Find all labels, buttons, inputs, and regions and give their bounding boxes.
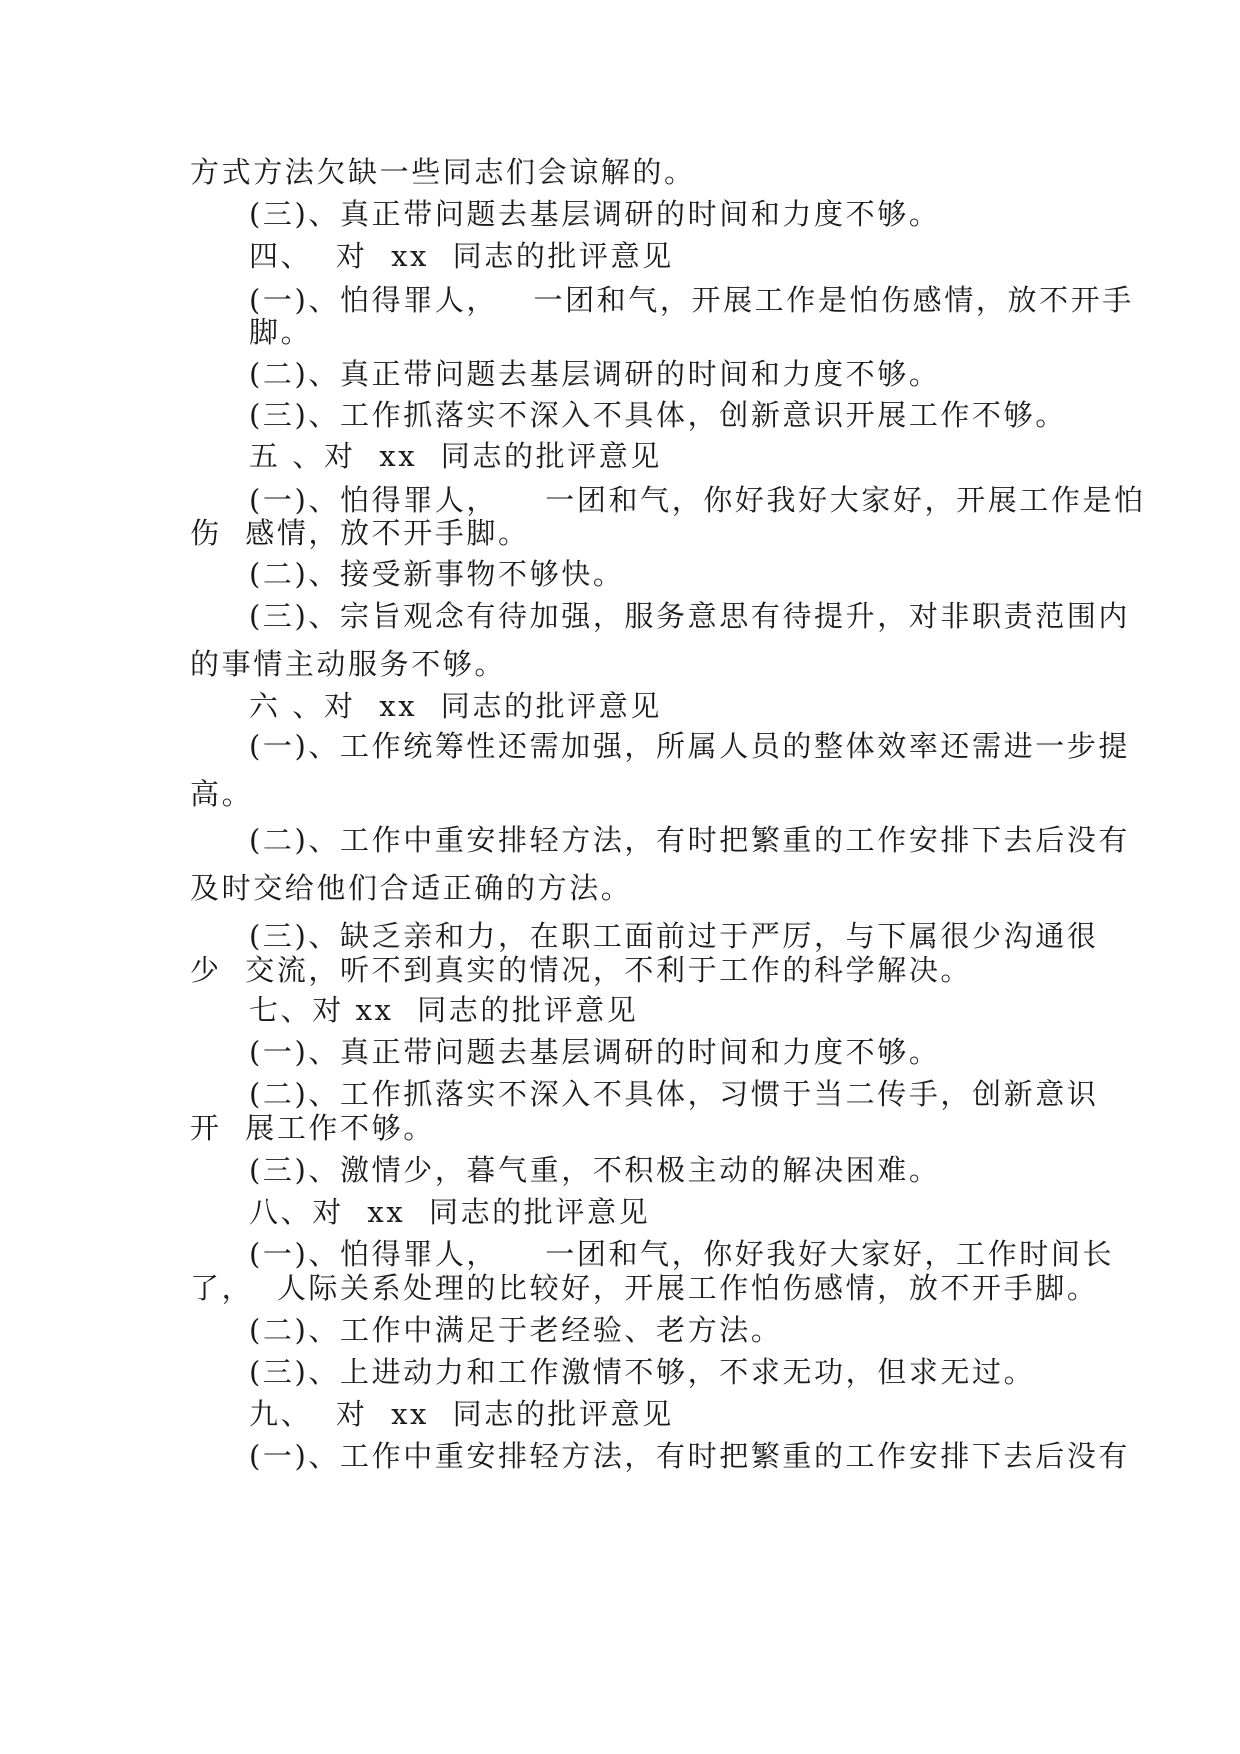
section-heading: 六 、对 xx 同志的批评意见	[249, 689, 663, 723]
section-heading: 九、 对 xx 同志的批评意见	[249, 1397, 674, 1431]
text-line: (三)、工作抓落实不深入不具体，创新意识开展工作不够。	[249, 398, 1067, 432]
text-line: (二)、工作中重安排轻方法，有时把繁重的工作安排下去后没有	[249, 823, 1131, 857]
text-line: 高。	[190, 777, 254, 811]
text-line: 的事情主动服务不够。	[190, 647, 507, 681]
text-line: (三)、激情少，暮气重，不积极主动的解决困难。	[249, 1153, 941, 1187]
text-line: 方式方法欠缺一些同志们会谅解的。	[190, 155, 696, 189]
text-line: (一)、怕得罪人， 一团和气，你好我好大家好，开展工作是怕	[249, 483, 1146, 517]
text-line: (二)、工作抓落实不深入不具体，习惯于当二传手，创新意识	[249, 1077, 1099, 1111]
text-line: (三)、真正带问题去基层调研的时间和力度不够。	[249, 197, 941, 231]
text-line: (二)、真正带问题去基层调研的时间和力度不够。	[249, 357, 941, 391]
section-heading: 八、对 xx 同志的批评意见	[249, 1195, 651, 1229]
text-line: 少 交流，听不到真实的情况，不利于工作的科学解决。	[190, 953, 973, 987]
text-line: (一)、工作统筹性还需加强，所属人员的整体效率还需进一步提	[249, 729, 1131, 763]
text-line: (一)、怕得罪人， 一团和气，开展工作是怕伤感情，放不开手	[249, 283, 1134, 317]
text-line: 了， 人际关系处理的比较好，开展工作怕伤感情，放不开手脚。	[190, 1271, 1099, 1305]
text-line: (二)、工作中满足于老经验、老方法。	[249, 1313, 783, 1347]
text-line: (三)、缺乏亲和力，在职工面前过于严厉，与下属很少沟通很	[249, 919, 1099, 953]
text-line: (三)、宗旨观念有待加强，服务意思有待提升，对非职责范围内	[249, 599, 1131, 633]
text-line: (一)、工作中重安排轻方法，有时把繁重的工作安排下去后没有	[249, 1439, 1131, 1473]
section-heading: 四、 对 xx 同志的批评意见	[249, 239, 674, 273]
text-line: (二)、接受新事物不够快。	[249, 557, 625, 591]
text-line: (一)、怕得罪人， 一团和气，你好我好大家好，工作时间长	[249, 1237, 1115, 1271]
section-heading: 五 、对 xx 同志的批评意见	[249, 439, 663, 473]
text-line: (一)、真正带问题去基层调研的时间和力度不够。	[249, 1035, 941, 1069]
text-line: 伤 感情，放不开手脚。	[190, 516, 530, 550]
section-heading: 七、对 xx 同志的批评意见	[249, 993, 639, 1027]
text-line: 及时交给他们合适正确的方法。	[190, 871, 633, 905]
text-line: 开 展工作不够。	[190, 1111, 435, 1145]
text-line: (三)、上进动力和工作激情不够，不求无功，但求无过。	[249, 1355, 1036, 1389]
text-line: 脚。	[249, 315, 313, 349]
